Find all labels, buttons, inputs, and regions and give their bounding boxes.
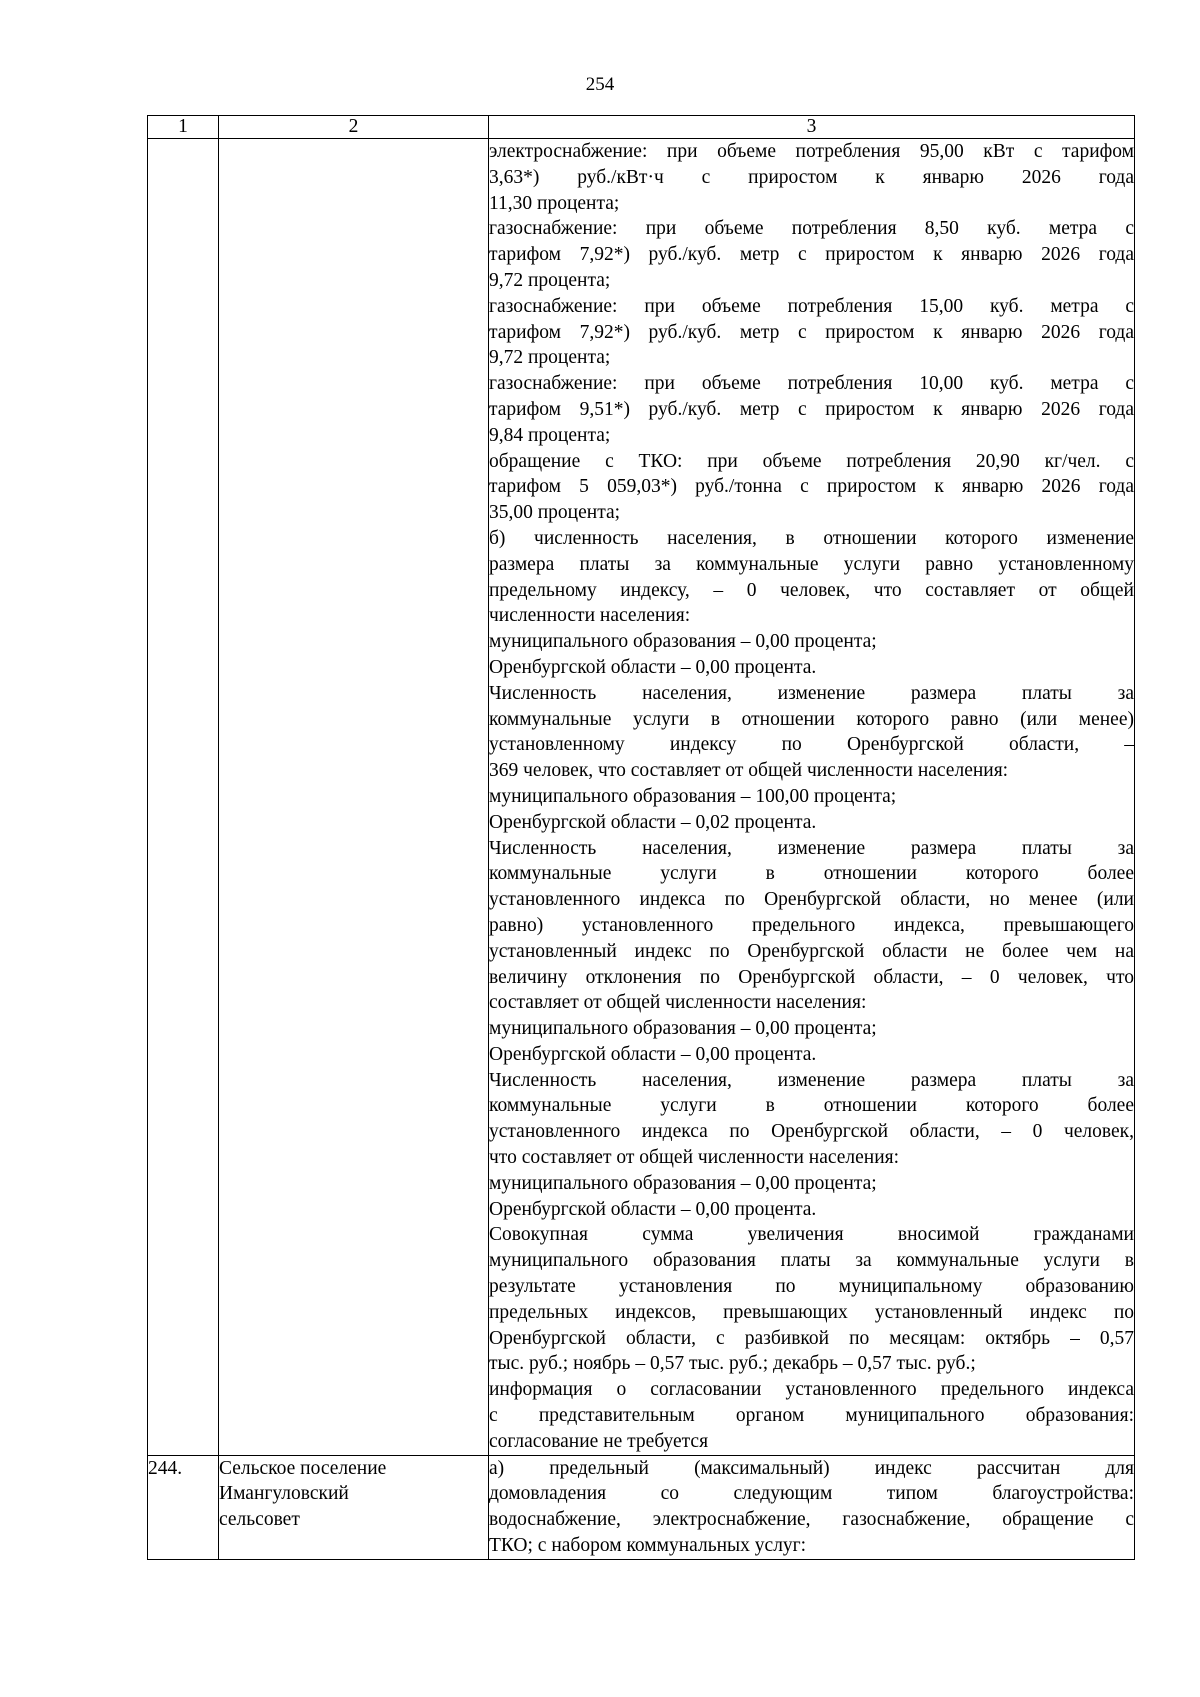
text-line: установленный индекс по Оренбургской области не более чем на: [489, 940, 1134, 962]
text-line: информация о согласовании установленного предельного индекса: [489, 1379, 1134, 1401]
row-number-cell: [148, 139, 219, 1456]
description-cell: [489, 139, 1135, 1456]
text-line: Оренбургской области – 0,00 процента.: [489, 1198, 817, 1220]
text-line: Численность населения, изменение размера платы за: [489, 837, 1134, 859]
text-line: муниципального образования – 100,00 процента;: [489, 785, 897, 807]
text-line: установленного индекса по Оренбургской области, – 0 человек,: [489, 1121, 1134, 1143]
municipality-name-line: Имангуловский: [219, 1483, 349, 1505]
table-row: [148, 1455, 1135, 1559]
text-line: Численность населения, изменение размера платы за: [489, 682, 1134, 704]
column-header-3: 3: [489, 116, 1135, 139]
text-line: установленному индексу по Оренбургской области, –: [489, 734, 1134, 756]
text-line: муниципального образования – 0,00 процента;: [489, 631, 877, 653]
municipality-name-cell: [219, 1455, 489, 1559]
text-line: тарифом 7,92*) руб./куб. метр с приростом к январю 2026 года: [489, 244, 1134, 266]
text-line: согласование не требуется: [489, 1430, 709, 1452]
text-line: 11,30 процента;: [489, 192, 620, 214]
text-line: тарифом 7,92*) руб./куб. метр с приростом к январю 2026 года: [489, 321, 1134, 343]
text-line: 9,72 процента;: [489, 269, 611, 291]
text-line: 369 человек, что составляет от общей численности населения:: [489, 760, 1009, 782]
text-line: Оренбургской области – 0,00 процента.: [489, 1043, 817, 1065]
text-line: муниципального образования платы за коммунальные услуги в: [489, 1250, 1134, 1272]
text-line: Оренбургской области, с разбивкой по месяцам: октябрь – 0,57: [489, 1327, 1134, 1349]
text-line: 9,84 процента;: [489, 424, 611, 446]
text-line: 35,00 процента;: [489, 502, 621, 524]
text-line: с представительным органом муниципального образования:: [489, 1405, 1134, 1427]
text-line: тыс. руб.; ноябрь – 0,57 тыс. руб.; декабрь – 0,57 тыс. руб.;: [489, 1353, 976, 1375]
table-header-row: [148, 116, 1135, 139]
data-table: [147, 115, 1135, 1560]
text-line: коммунальные услуги в отношении которого более: [489, 863, 1134, 885]
text-line: составляет от общей численности населения:: [489, 992, 867, 1014]
text-line: ТКО; с набором коммунальных услуг:: [489, 1535, 807, 1557]
municipality-name-line: сельсовет: [219, 1509, 300, 1531]
text-line: размера платы за коммунальные услуги равно установленному: [489, 553, 1134, 575]
row-number-cell: 244.: [148, 1455, 219, 1559]
text-line: Оренбургской области – 0,02 процента.: [489, 811, 817, 833]
text-line: 9,72 процента;: [489, 347, 611, 369]
text-line: домовладения со следующим типом благоустройства:: [489, 1483, 1134, 1505]
text-line: муниципального образования – 0,00 процента;: [489, 1018, 877, 1040]
text-line: тарифом 5 059,03*) руб./тонна с приростом к январю 2026 года: [489, 476, 1134, 498]
text-line: обращение с ТКО: при объеме потребления 20,90 кг/чел. с: [489, 450, 1134, 472]
text-line: тарифом 9,51*) руб./куб. метр с приростом к январю 2026 года: [489, 398, 1134, 420]
text-line: Совокупная сумма увеличения вносимой гражданами: [489, 1224, 1134, 1246]
text-line: Численность населения, изменение размера платы за: [489, 1069, 1134, 1091]
text-line: муниципального образования – 0,00 процента;: [489, 1172, 877, 1194]
text-line: коммунальные услуги в отношении которого равно (или менее): [489, 708, 1134, 730]
text-line: равно) установленного предельного индекса, превышающего: [489, 914, 1134, 936]
text-line: предельному индексу, – 0 человек, что составляет от общей: [489, 579, 1134, 601]
text-line: Оренбургской области – 0,00 процента.: [489, 656, 817, 678]
text-line: б) численность населения, в отношении которого изменение: [489, 527, 1134, 549]
text-line: газоснабжение: при объеме потребления 8,50 куб. метра с: [489, 218, 1134, 240]
municipality-name-line: Сельское поселение: [219, 1457, 387, 1479]
text-line: газоснабжение: при объеме потребления 10,00 куб. метра с: [489, 373, 1134, 395]
text-line: численности населения:: [489, 605, 691, 627]
text-line: величину отклонения по Оренбургской области, – 0 человек, что: [489, 966, 1134, 988]
text-line: водоснабжение, электроснабжение, газоснабжение, обращение с: [489, 1509, 1134, 1531]
text-line: установленного индекса по Оренбургской области, но менее (или: [489, 889, 1134, 911]
table-row: [148, 139, 1135, 1456]
text-line: что составляет от общей численности населения:: [489, 1147, 900, 1169]
text-line: результате установления по муниципальному образованию: [489, 1276, 1134, 1298]
text-line: газоснабжение: при объеме потребления 15,00 куб. метра с: [489, 295, 1134, 317]
municipality-name-cell: [219, 139, 489, 1456]
page-number: 254: [585, 74, 615, 95]
description-cell: [489, 1455, 1135, 1559]
column-header-2: 2: [219, 116, 489, 139]
text-line: предельных индексов, превышающих установленный индекс по: [489, 1301, 1134, 1323]
text-line: а) предельный (максимальный) индекс рассчитан для: [489, 1457, 1134, 1479]
column-header-1: 1: [148, 116, 219, 139]
text-line: электроснабжение: при объеме потребления 95,00 кВт с тарифом: [489, 141, 1134, 162]
text-line: коммунальные услуги в отношении которого более: [489, 1095, 1134, 1117]
text-line: 3,63*) руб./кВт·ч с приростом к январю 2026 года: [489, 166, 1134, 188]
